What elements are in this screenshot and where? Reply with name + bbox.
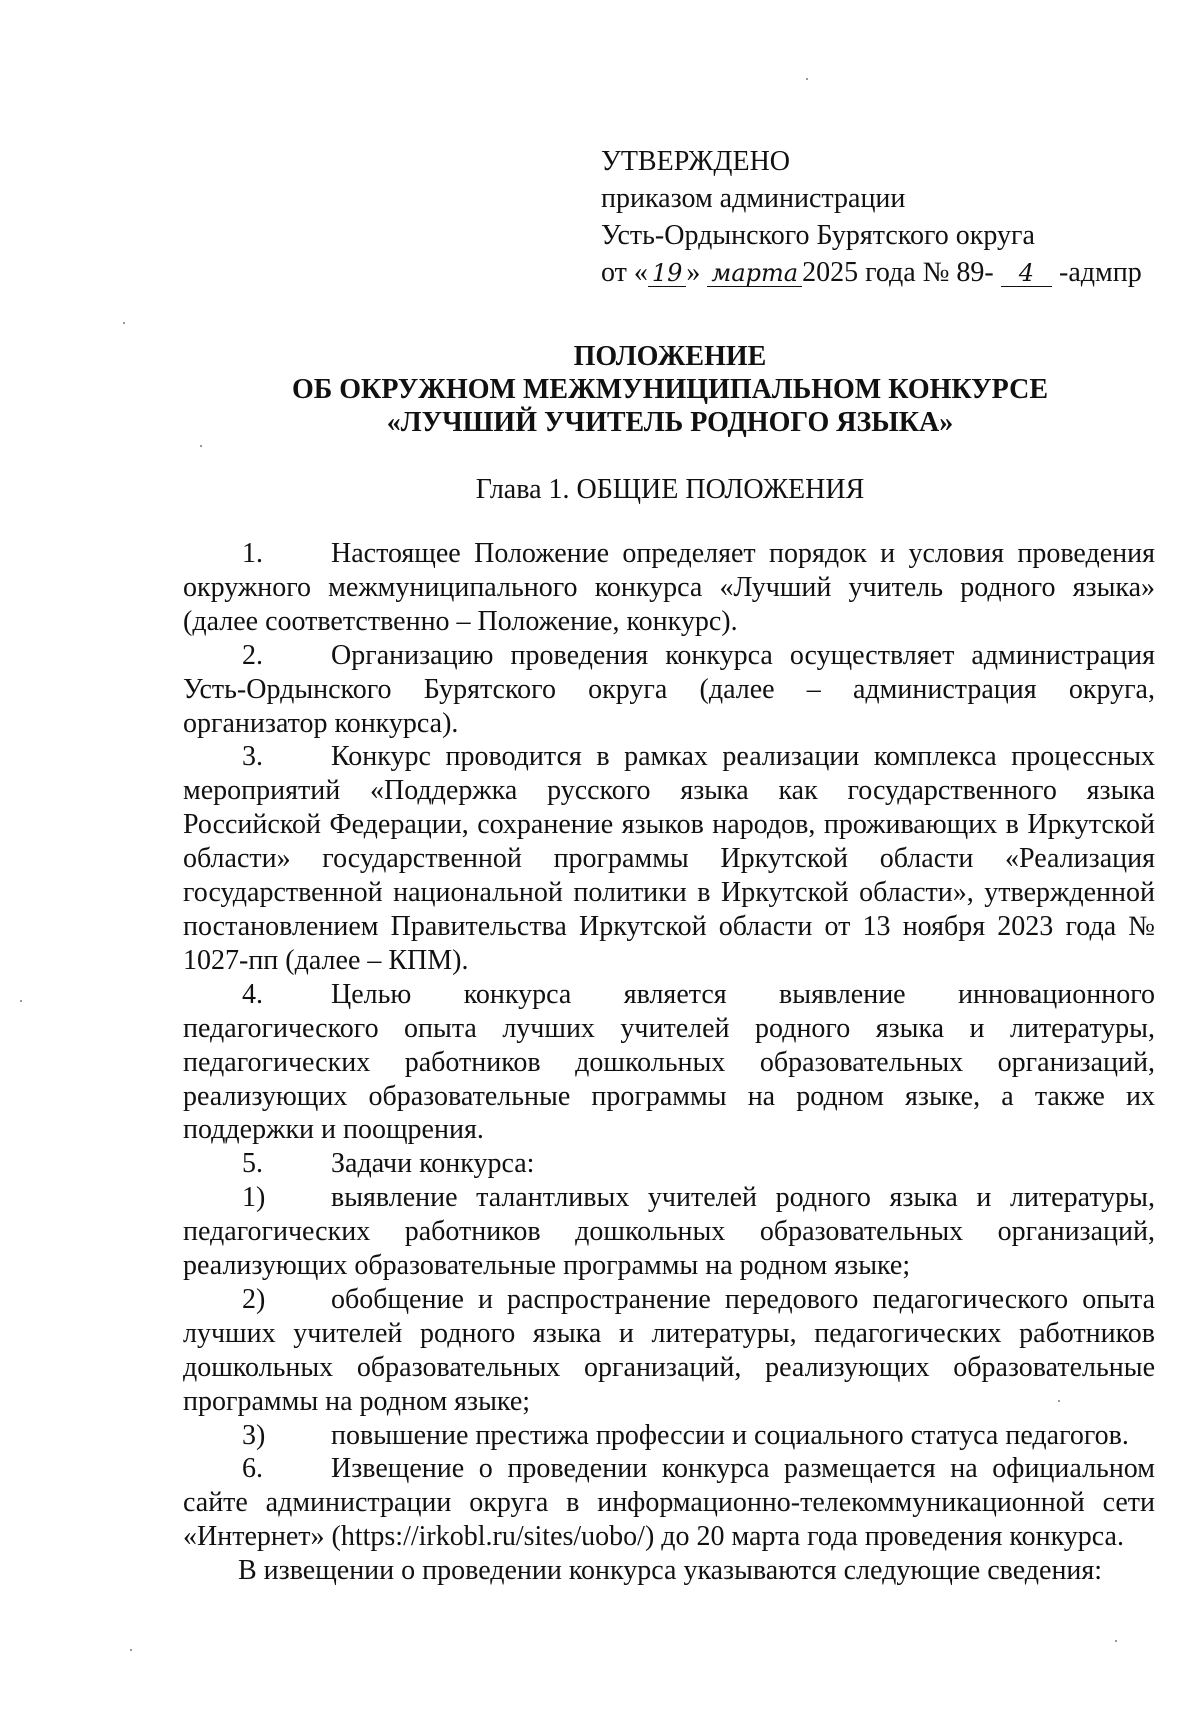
scan-speck [806,78,808,80]
scan-speck [20,1000,22,1002]
paragraph-6: 6. Извещение о проведении конкурса размещается на официальном сайте администрации округа в информационно-телекоммуникационной сети «Интернет» (https://irkobl.ru/sites/uobo/) до 20 марта года проведения конкурса. [183,1453,1155,1553]
title-line-3: «ЛУЧШИЙ УЧИТЕЛЬ РОДНОГО ЯЗЫКА» [386,407,954,438]
paragraph-1: 1. Настоящее Положение определяет порядок и условия проведения окружного межмуниципального конкурса «Лучший учитель родного языка» (далее соответственно – Положение, конкурс). [183,538,1155,637]
approval-date-line [601,254,1142,291]
document-title [120,340,1200,439]
paragraph-4: 4. Целью конкурса является выявление инновационного педагогического опыта лучших учителей родного языка и литературы, педагогических работников дошкольных образовательных организаций, реализующих образовательные программы на родном языке, а также их поддержки и поощрения. [183,978,1155,1146]
approval-order-line: приказом администрации [601,183,906,214]
subitem-1: 1) выявление талантливых учителей родного языка и литературы, педагогических работников дошкольных образовательных организаций, реализующих образовательные программы на родном языке; [183,1182,1155,1282]
approval-district-line: Усть-Ордынского Бурятского округа [601,220,1035,251]
handwritten-day: 19 [648,260,687,287]
scan-speck [123,322,125,324]
document-body [183,537,1155,1588]
scan-speck [130,1649,132,1651]
paragraph-3: 3. Конкурс проводится в рамках реализации комплекса процессных мероприятий «Поддержка русского языка как государственного языка Российской Федерации, сохранение языков народов, проживающих в Иркутской области» государственной программы Иркутской области «Реализация государственной национальной политики в Иркутской области», утвержденной постановлением Правительства Иркутской области от 13 ноября 2023 года № 1027-пп (далее – КПМ). [183,741,1155,976]
title-line-2: ОБ ОКРУЖНОМ МЕЖМУНИЦИПАЛЬНОМ КОНКУРСЕ [291,374,1049,405]
approval-title: УТВЕРЖДЕНО [601,146,791,177]
approval-block [601,143,1142,291]
handwritten-month: марта [707,260,802,287]
scan-speck [200,445,202,447]
scan-speck [1115,1640,1117,1642]
date-mid: » [686,257,701,288]
date-prefix: от « [601,257,648,288]
order-suffix: -адмпр [1059,257,1142,288]
handwritten-number: 4 [1001,260,1052,287]
title-line-1: ПОЛОЖЕНИЕ [573,341,767,372]
subitem-2: 2) обобщение и распространение передового педагогического опыта лучших учителей родного языка и литературы, педагогических работников дошкольных образовательных организаций, реализующих образовательные программы на родном языке; [183,1283,1155,1417]
chapter-heading: Глава 1. ОБЩИЕ ПОЛОЖЕНИЯ [475,474,865,505]
paragraph-2: 2. Организацию проведения конкурса осуществляет администрация Усть-Ордынского Бурятского округа (далее – администрация округа, организатор конкурса). [183,639,1155,739]
subitem-3: 3) повышение престижа профессии и социального статуса педагогов. [242,1419,1129,1451]
final-line: В извещении о проведении конкурса указываются следующие сведения: [238,1555,1103,1587]
scan-speck [1058,1400,1060,1402]
paragraph-5: 5. Задачи конкурса: [242,1148,535,1180]
year-text: 2025 года № 89- [802,257,994,288]
